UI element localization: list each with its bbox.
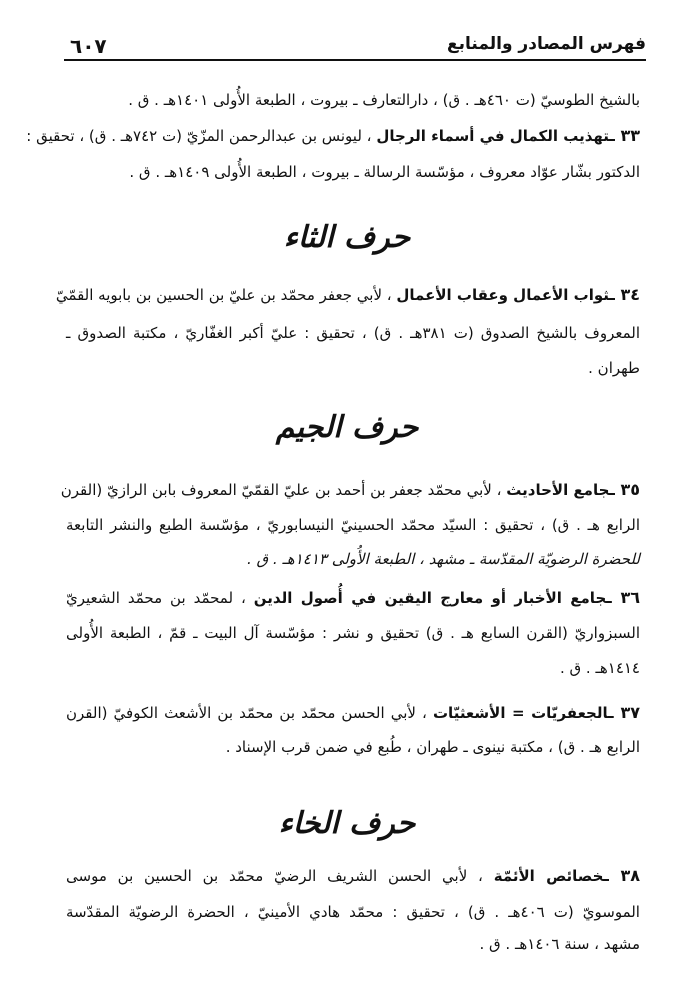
entry-33-line-1 — [26, 126, 640, 146]
entry-38-line-2: الموسويّ (ت ٤٠٦هـ . ق) ، تحقيق : محمّد هادي الأمينيّ ، الحضرة الرضويّة المقدّسة — [66, 903, 640, 921]
entry-36-line-3: ١٤١٤هـ . ق . — [559, 659, 640, 677]
entry-35-line-2: الرابع هـ . ق) ، تحقيق : السيّد محمّد الحسينيّ النيسابوريّ ، مؤسّسة الطبع والنشر التابعة — [66, 516, 640, 534]
page-number: ٦٠٧ — [70, 34, 107, 58]
page-header — [64, 34, 646, 60]
entry-34-line-1 — [55, 285, 640, 305]
entry-33-line-2: الدكتور بشّار عوّاد معروف ، مؤسّسة الرسالة ـ بيروت ، الطبعة الأُولى ١٤٠٩هـ . ق . — [129, 163, 640, 181]
entry-title: جامع الأخبار أو معارج اليقين في أُصول الدين — [253, 589, 607, 607]
entry-title: جامع الأحاديث — [506, 481, 610, 499]
entry-text: ، لأبي جعفر محمّد بن عليّ بن الحسين بن بابويه القمّيّ — [55, 286, 392, 304]
entry-number: ٣٦ ـ — [606, 588, 641, 607]
entry-number: ٣٥ ـ — [609, 480, 640, 499]
entry-37-line-1 — [66, 703, 640, 723]
entry-36-line-2: السبزواريّ (القرن السابع هـ . ق) تحقيق و نشر : مؤسّسة آل البيت ـ قمّ ، الطبعة الأُولى — [66, 624, 640, 642]
entry-38-line-1 — [66, 866, 640, 886]
entry-number: ٣٧ ـ — [608, 703, 640, 722]
section-heading-jim: حرف الجيم — [275, 410, 419, 445]
entry-text: ، ليونس بن عبدالرحمن المزّيّ (ت ٧٤٢هـ . ق) ، تحقيق : — [26, 127, 372, 145]
entry-36-line-1 — [66, 588, 640, 608]
entry-title: تهذيب الكمال في أسماء الرجال — [376, 127, 610, 145]
section-heading-tha: حرف الثاء — [283, 220, 411, 255]
header-rule — [64, 59, 646, 61]
entry-text: ، لأبي الحسن الشريف الرضيّ محمّد بن الحسين بن موسى — [66, 867, 483, 885]
running-title: فهرس المصادر والمنابع — [447, 34, 646, 54]
entry-number: ٣٣ ـ — [609, 126, 640, 145]
entry-33-prev-continuation: بالشيخ الطوسيّ (ت ٤٦٠هـ . ق) ، دارالتعارف ـ بيروت ، الطبعة الأُولى ١٤٠١هـ . ق . — [128, 91, 640, 109]
section-heading-kha: حرف الخاء — [278, 806, 416, 841]
entry-text: ، لمحمّد بن محمّد الشعيريّ — [66, 589, 246, 607]
entry-37-line-2: الرابع هـ . ق) ، مكتبة نينوى ـ طهران ، طُبع في ضمن قرب الإسناد . — [225, 738, 640, 756]
entry-35-line-1 — [60, 480, 640, 500]
entry-34-line-2: المعروف بالشيخ الصدوق (ت ٣٨١هـ . ق) ، تحقيق : عليّ أكبر الغفّاريّ ، مكتبة الصدوق ـ — [66, 324, 640, 342]
entry-title: خصائص الأئمّة — [493, 867, 604, 885]
entry-title: الجعفريّات = الأشعثيّات — [432, 704, 609, 722]
entry-38-line-3: مشهد ، سنة ١٤٠٦هـ . ق . — [479, 935, 640, 953]
entry-text: ، لأبي الحسن محمّد بن محمّد بن الأشعث الكوفيّ (القرن — [66, 704, 427, 722]
entry-number: ٣٤ ـ — [609, 285, 640, 304]
entry-number: ٣٨ ـ — [603, 866, 640, 885]
entry-35-line-3: للحضرة الرضويّة المقدّسة ـ مشهد ، الطبعة الأُولى ١٤١٣هـ . ق . — [246, 550, 640, 568]
entry-34-line-3: طهران . — [588, 359, 640, 377]
entry-title: ثواب الأعمال وعقاب الأعمال — [396, 286, 610, 304]
entry-text: ، لأبي محمّد جعفر بن أحمد بن عليّ القمّيّ المعروف بابن الرازيّ (القرن — [60, 481, 502, 499]
